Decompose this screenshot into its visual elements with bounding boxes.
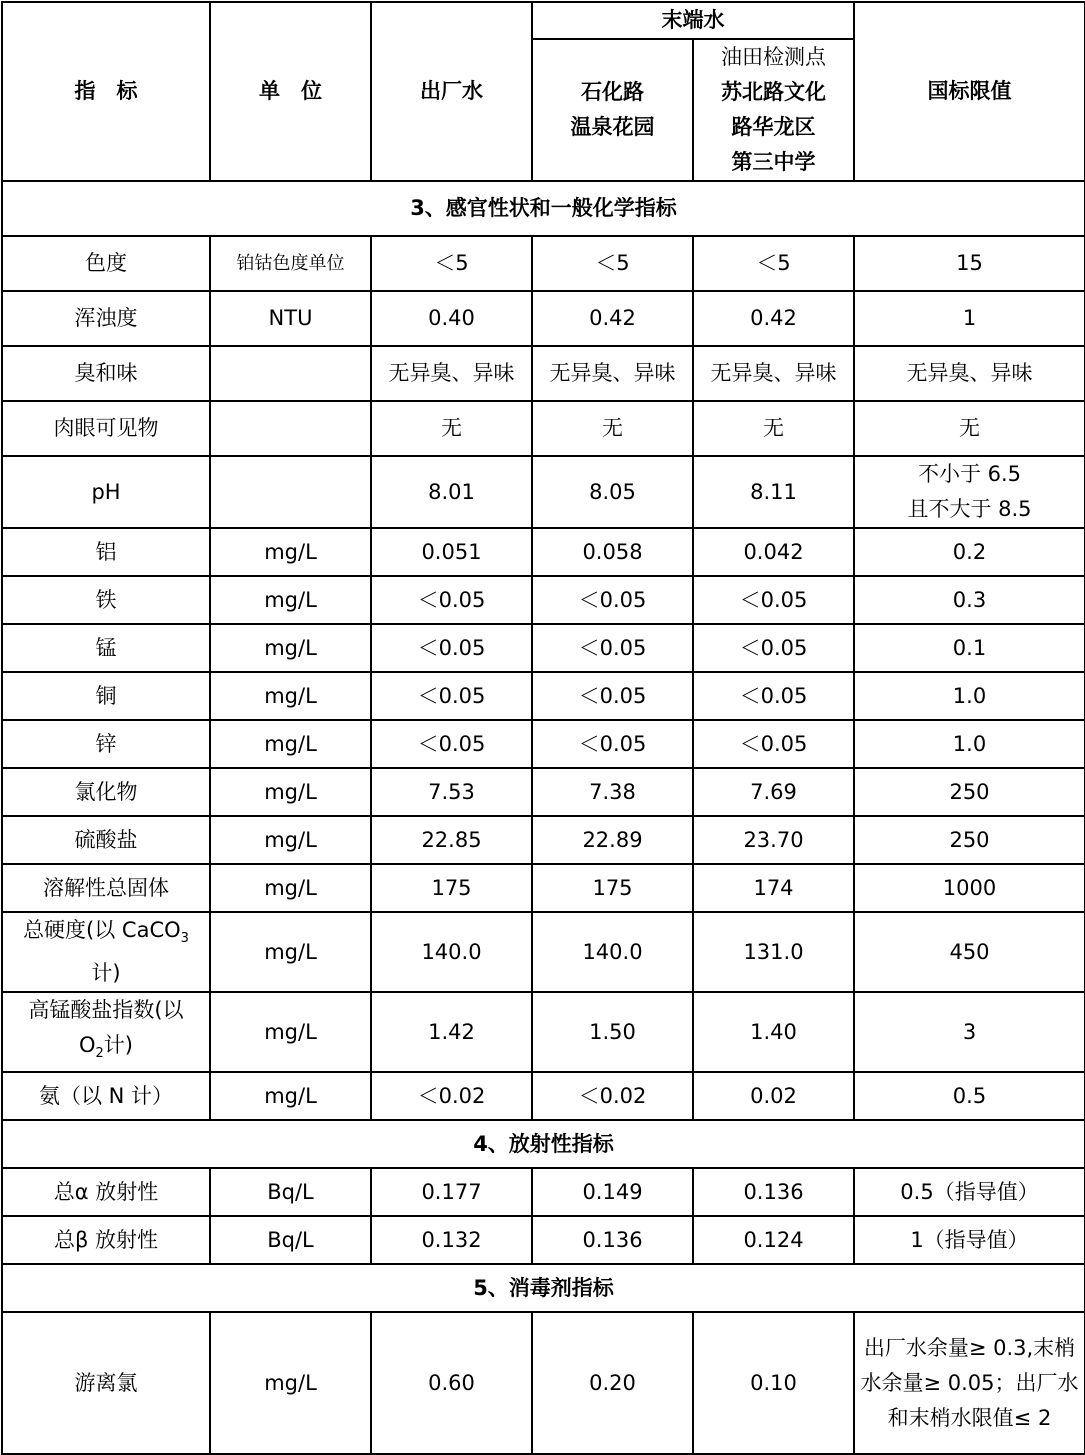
row-name: 总β 放射性 — [2, 1216, 210, 1264]
row-factory: 22.85 — [371, 816, 532, 864]
row-limit: 0.5 — [854, 1072, 1085, 1120]
row-limit: 1 — [854, 291, 1085, 346]
row-site2: 0.02 — [693, 1072, 854, 1120]
row-unit: 铂钴色度单位 — [210, 236, 371, 291]
header-standard: 国标限值 — [854, 2, 1085, 181]
row-name: 铁 — [2, 576, 210, 624]
row-site2: 131.0 — [693, 912, 854, 992]
header-factory: 出厂水 — [371, 2, 532, 181]
row-name: 色度 — [2, 236, 210, 291]
row-site2: 无 — [693, 401, 854, 456]
row-factory: 0.177 — [371, 1168, 532, 1216]
row-factory: ＜0.05 — [371, 624, 532, 672]
row-factory: 0.60 — [371, 1312, 532, 1454]
table-row — [2, 456, 1085, 528]
row-limit: 无异臭、异味 — [854, 346, 1085, 401]
row-site1: 0.058 — [532, 528, 693, 576]
row-site2: 0.124 — [693, 1216, 854, 1264]
row-limit: 250 — [854, 768, 1085, 816]
row-site1: ＜5 — [532, 236, 693, 291]
table-row — [2, 291, 1085, 346]
row-unit: mg/L — [210, 672, 371, 720]
table-row — [2, 912, 1085, 992]
row-name: 游离氯 — [2, 1312, 210, 1454]
row-site1: 0.42 — [532, 291, 693, 346]
table-row — [2, 1168, 1085, 1216]
row-unit: mg/L — [210, 624, 371, 672]
row-factory: ＜0.05 — [371, 720, 532, 768]
row-unit: mg/L — [210, 912, 371, 992]
table-row — [2, 720, 1085, 768]
row-site1: 8.05 — [532, 456, 693, 528]
row-site1: 7.38 — [532, 768, 693, 816]
row-unit: mg/L — [210, 576, 371, 624]
row-name: 总硬度(以 CaCO$_3$ 计) — [2, 912, 210, 992]
row-name: pH — [2, 456, 210, 528]
row-site1: 1.50 — [532, 992, 693, 1072]
row-unit — [210, 456, 371, 528]
row-site1: ＜0.05 — [532, 576, 693, 624]
row-limit: 250 — [854, 816, 1085, 864]
table-row — [2, 672, 1085, 720]
table-row — [2, 1312, 1085, 1454]
row-unit: mg/L — [210, 768, 371, 816]
row-factory: ＜0.05 — [371, 672, 532, 720]
row-limit: 0.3 — [854, 576, 1085, 624]
table-row — [2, 1216, 1085, 1264]
row-site2: 0.042 — [693, 528, 854, 576]
table-row — [2, 236, 1085, 291]
row-unit: mg/L — [210, 816, 371, 864]
row-limit: 15 — [854, 236, 1085, 291]
row-site2: ＜5 — [693, 236, 854, 291]
row-limit: 无 — [854, 401, 1085, 456]
table-row — [2, 624, 1085, 672]
row-unit: mg/L — [210, 992, 371, 1072]
row-name: 铜 — [2, 672, 210, 720]
header-site2-prefix: 油田检测点 — [721, 45, 826, 69]
water-quality-table — [1, 1, 1085, 1455]
row-factory: 8.01 — [371, 456, 532, 528]
row-site1: 22.89 — [532, 816, 693, 864]
header-unit: 单 位 — [210, 2, 371, 181]
row-name: 浑浊度 — [2, 291, 210, 346]
row-site1: 无 — [532, 401, 693, 456]
section-title-4: 4、放射性指标 — [2, 1120, 1085, 1168]
header-terminal: 末端水 — [532, 2, 854, 39]
row-site1: ＜0.05 — [532, 672, 693, 720]
row-factory: ＜5 — [371, 236, 532, 291]
table-row — [2, 992, 1085, 1072]
row-name: 硫酸盐 — [2, 816, 210, 864]
row-factory: 7.53 — [371, 768, 532, 816]
row-site1: 无异臭、异味 — [532, 346, 693, 401]
row-site2: 23.70 — [693, 816, 854, 864]
row-unit — [210, 401, 371, 456]
row-site2: ＜0.05 — [693, 576, 854, 624]
row-factory: 无 — [371, 401, 532, 456]
row-limit: 不小于 6.5 且不大于 8.5 — [854, 456, 1085, 528]
row-factory: 无异臭、异味 — [371, 346, 532, 401]
row-unit: mg/L — [210, 1312, 371, 1454]
row-factory: 140.0 — [371, 912, 532, 992]
header-site2 — [693, 39, 854, 181]
row-site1: ＜0.02 — [532, 1072, 693, 1120]
row-limit: 0.1 — [854, 624, 1085, 672]
row-factory: 1.42 — [371, 992, 532, 1072]
table-row — [2, 768, 1085, 816]
row-site2: 0.42 — [693, 291, 854, 346]
row-name: 锰 — [2, 624, 210, 672]
row-site2: 8.11 — [693, 456, 854, 528]
row-limit: 1（指导值） — [854, 1216, 1085, 1264]
row-site1: 140.0 — [532, 912, 693, 992]
row-limit: 450 — [854, 912, 1085, 992]
row-site1: ＜0.05 — [532, 720, 693, 768]
section-title-5: 5、消毒剂指标 — [2, 1264, 1085, 1312]
row-limit: 1.0 — [854, 672, 1085, 720]
row-limit: 3 — [854, 992, 1085, 1072]
row-unit: mg/L — [210, 720, 371, 768]
section-title-3: 3、感官性状和一般化学指标 — [2, 181, 1085, 236]
row-name: 高锰酸盐指数(以 $O_2$计) — [2, 992, 210, 1072]
row-unit: NTU — [210, 291, 371, 346]
row-limit: 0.5（指导值） — [854, 1168, 1085, 1216]
row-factory: 0.051 — [371, 528, 532, 576]
row-site2: 1.40 — [693, 992, 854, 1072]
row-site2: ＜0.05 — [693, 720, 854, 768]
row-site1: 0.149 — [532, 1168, 693, 1216]
row-site2: 0.10 — [693, 1312, 854, 1454]
row-name: 溶解性总固体 — [2, 864, 210, 912]
row-site2: 0.136 — [693, 1168, 854, 1216]
row-name: 氨（以 N 计） — [2, 1072, 210, 1120]
table-row — [2, 576, 1085, 624]
row-unit: Bq/L — [210, 1168, 371, 1216]
row-site1: 175 — [532, 864, 693, 912]
header-site2-name: 苏北路文化 路华龙区 第三中学 — [721, 80, 826, 174]
row-name: 总α 放射性 — [2, 1168, 210, 1216]
row-name: 锌 — [2, 720, 210, 768]
row-site2: ＜0.05 — [693, 624, 854, 672]
row-factory: ＜0.05 — [371, 576, 532, 624]
row-name: 铝 — [2, 528, 210, 576]
row-unit: mg/L — [210, 1072, 371, 1120]
row-site2: 174 — [693, 864, 854, 912]
row-factory: 0.132 — [371, 1216, 532, 1264]
row-site2: ＜0.05 — [693, 672, 854, 720]
row-limit: 1.0 — [854, 720, 1085, 768]
row-factory: 175 — [371, 864, 532, 912]
table-row — [2, 401, 1085, 456]
row-site2: 无异臭、异味 — [693, 346, 854, 401]
row-name: 肉眼可见物 — [2, 401, 210, 456]
table-row — [2, 1072, 1085, 1120]
table-row — [2, 816, 1085, 864]
row-site1: 0.136 — [532, 1216, 693, 1264]
header-site1: 石化路 温泉花园 — [532, 39, 693, 181]
row-factory: ＜0.02 — [371, 1072, 532, 1120]
row-name: 臭和味 — [2, 346, 210, 401]
row-unit: mg/L — [210, 528, 371, 576]
row-limit: 0.2 — [854, 528, 1085, 576]
row-factory: 0.40 — [371, 291, 532, 346]
row-unit: mg/L — [210, 864, 371, 912]
row-limit: 出厂水余量≥ 0.3,末梢水余量≥ 0.05；出厂水和末梢水限值≤ 2 — [854, 1312, 1085, 1454]
table-row — [2, 346, 1085, 401]
row-unit — [210, 346, 371, 401]
table-row — [2, 528, 1085, 576]
row-limit: 1000 — [854, 864, 1085, 912]
row-site1: 0.20 — [532, 1312, 693, 1454]
row-unit: Bq/L — [210, 1216, 371, 1264]
row-name: 氯化物 — [2, 768, 210, 816]
row-site1: ＜0.05 — [532, 624, 693, 672]
table-row — [2, 864, 1085, 912]
header-indicator: 指 标 — [2, 2, 210, 181]
row-site2: 7.69 — [693, 768, 854, 816]
